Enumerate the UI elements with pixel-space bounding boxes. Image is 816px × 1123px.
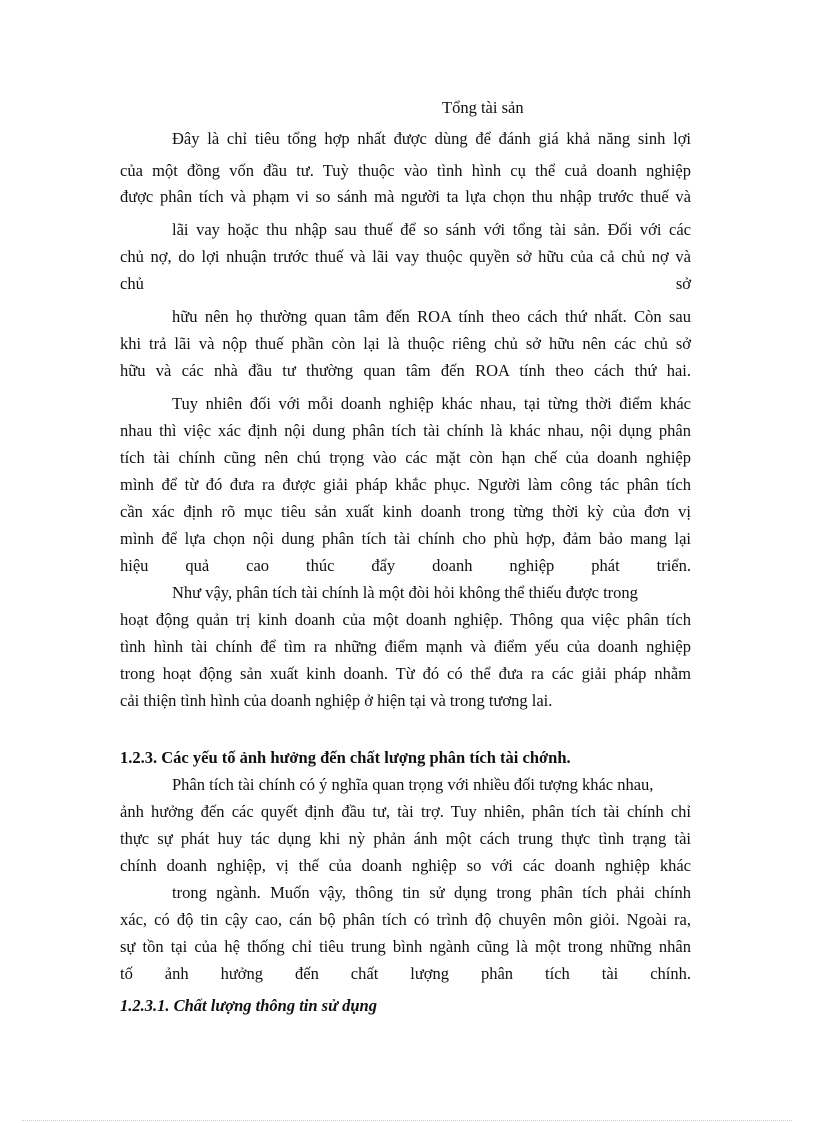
paragraph-line: trong hoạt động sản xuất kinh doanh. Từ đó có thể đưa ra các giải pháp nhằm bbox=[120, 664, 691, 683]
paragraph-line: tố ảnh hưởng đến chất lượng phân tích tài chính. bbox=[120, 964, 691, 983]
paragraph-line: tình hình tài chính để tìm ra những điểm mạnh và điểm yếu của doanh nghiệp bbox=[120, 637, 691, 656]
paragraph-line: chủ sở bbox=[120, 274, 691, 293]
paragraph-line: hoạt động quản trị kinh doanh của một doanh nghiệp. Thông qua việc phân tích bbox=[120, 610, 691, 629]
paragraph-line: nhau thì việc xác định nội dung phân tích tài chính là khác nhau, nội dụng phân bbox=[120, 421, 691, 440]
paragraph-line: thực sự phát huy tác dụng khi nỳ phản ánh một cách trung thực tình trạng tài bbox=[120, 829, 691, 848]
paragraph-line: xác, có độ tin cậy cao, cán bộ phân tích có trình độ chuyên môn giỏi. Ngoài ra, bbox=[120, 910, 691, 929]
paragraph-line: của một đồng vốn đầu tư. Tuỳ thuộc vào tình hình cụ thể cuả doanh nghiệp bbox=[120, 161, 691, 180]
paragraph-line: được phân tích và phạm vi so sánh mà người ta lựa chọn thu nhập trước thuế và bbox=[120, 187, 691, 206]
paragraph-line: chính doanh nghiệp, vị thế của doanh nghiệp so với các doanh nghiệp khác bbox=[120, 856, 691, 875]
paragraph-line: Phân tích tài chính có ý nghĩa quan trọng với nhiều đối tượng khác nhau, bbox=[172, 775, 654, 794]
paragraph-line: mình để từ đó đưa ra được giải pháp khắc phục. Người làm công tác phân tích bbox=[120, 475, 691, 494]
paragraph-line: Tuy nhiên đối với mỗi doanh nghiệp khác nhau, tại từng thời điểm khác bbox=[172, 394, 691, 413]
page-bottom-divider bbox=[22, 1120, 792, 1121]
paragraph-line: hữu nên họ thường quan tâm đến ROA tính theo cách thứ nhất. Còn sau bbox=[172, 307, 691, 326]
paragraph-line: cần xác định rõ mục tiêu sản xuất kinh doanh trong từng thời kỳ của đơn vị bbox=[120, 502, 691, 521]
paragraph-line: Như vậy, phân tích tài chính là một đòi hỏi không thể thiếu được trong bbox=[172, 583, 638, 602]
paragraph-line: sự tồn tại của hệ thống chỉ tiêu trung bình ngành cũng là một trong những nhân bbox=[120, 937, 691, 956]
paragraph-line: Đây là chỉ tiêu tổng hợp nhất được dùng để đánh giá khả năng sinh lợi bbox=[172, 129, 691, 148]
formula-denominator: Tổng tài sản bbox=[442, 98, 524, 117]
paragraph-line: trong ngành. Muốn vậy, thông tin sử dụng trong phân tích phải chính bbox=[172, 883, 691, 902]
paragraph-line: hữu và các nhà đầu tư thường quan tâm đến ROA tính theo cách thứ hai. bbox=[120, 361, 691, 380]
paragraph-line: chủ nợ, do lợi nhuận trước thuế và lãi vay thuộc quyền sở hữu của cả chủ nợ và bbox=[120, 247, 691, 266]
paragraph-line: lãi vay hoặc thu nhập sau thuế để so sánh với tổng tài sản. Đối với các bbox=[172, 220, 691, 239]
section-heading: 1.2.3. Các yếu tố ảnh hưởng đến chất lượng phân tích tài chớnh. bbox=[120, 748, 571, 767]
paragraph-line: cải thiện tình hình của doanh nghiệp ở hiện tại và trong tương lai. bbox=[120, 691, 553, 710]
paragraph-line: tích tài chính cũng nên chú trọng vào các mặt còn hạn chế của doanh nghiệp bbox=[120, 448, 691, 467]
paragraph-line: mình để lựa chọn nội dung phân tích tài chính cho phù hợp, đảm bảo mang lại bbox=[120, 529, 691, 548]
paragraph-line: ảnh hưởng đến các quyết định đầu tư, tài trợ. Tuy nhiên, phân tích tài chính chỉ bbox=[120, 802, 691, 821]
paragraph-line: khi trả lãi và nộp thuế phần còn lại là thuộc riêng chủ sở hữu nên các chủ sở bbox=[120, 334, 691, 353]
subsection-heading: 1.2.3.1. Chất lượng thông tin sử dụng bbox=[120, 996, 377, 1015]
paragraph-line: hiệu quả cao thúc đẩy doanh nghiệp phát triển. bbox=[120, 556, 691, 575]
